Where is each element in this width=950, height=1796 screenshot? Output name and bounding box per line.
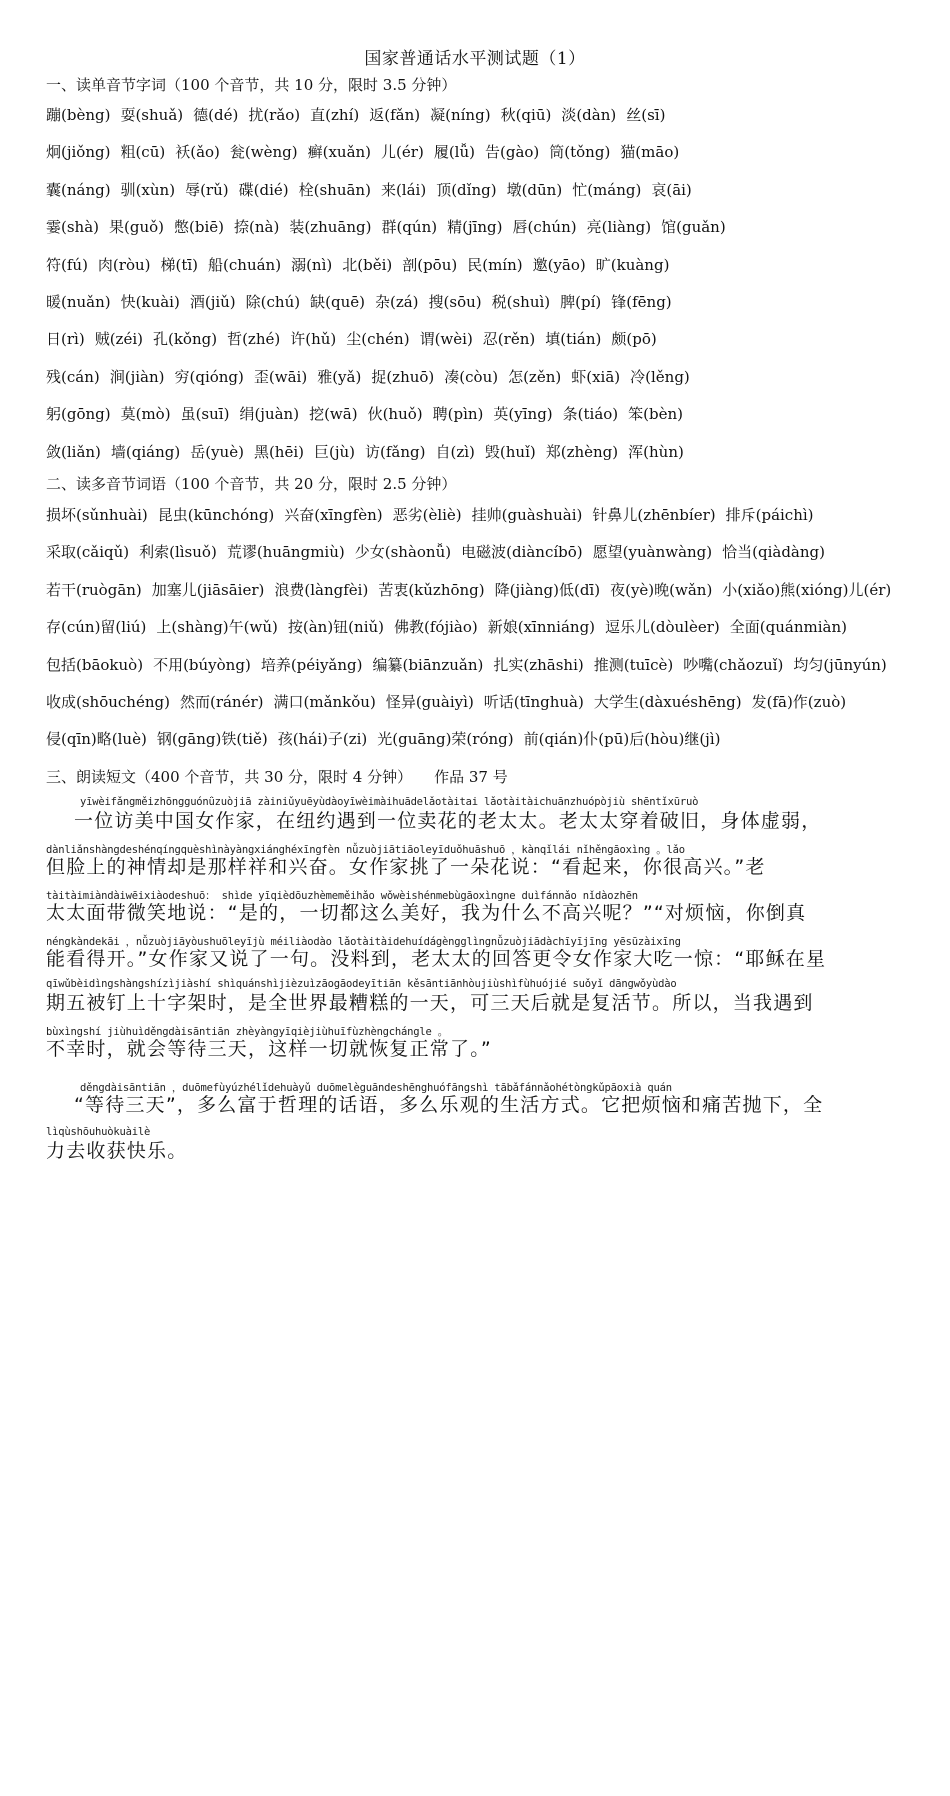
word-item: 驯(xùn) xyxy=(120,180,176,199)
passage-text: 但脸上的神情却是那样祥和兴奋。女作家挑了一朵花说：“看起来，你很高兴。”老 xyxy=(46,856,766,878)
word-row xyxy=(46,691,926,712)
word-item: 符(fú) xyxy=(46,255,88,274)
passage-text: “等待三天”，多么富于哲理的话语，多么乐观的生活方式。它把烦恼和痛苦抛下，全 xyxy=(74,1094,824,1116)
pinyin-annotation: dànliǎnshàngdeshénqíngquèshìnàyàngxiánghéxīngfèn nǚzuòjiātiāoleyīduǒhuāshuō ，kànqǐlái nǐhěngāoxìng 。lǎo xyxy=(46,844,685,856)
section3-heading xyxy=(46,766,508,787)
passage-text: 力去收获快乐。 xyxy=(46,1140,188,1162)
pinyin-annotation: lìqùshōuhuòkuàilè xyxy=(46,1126,151,1138)
pinyin-annotation: tàitàimiàndàiwēixiàodeshuō： shìde yīqièdōuzhèmeměihǎo wǒwèishénmebùgāoxìngne duìfánnǎo nǐdàozhēn xyxy=(46,890,638,902)
word-item: 直(zhí) xyxy=(310,106,360,124)
word-item: 聘(pìn) xyxy=(432,405,484,424)
word-row xyxy=(46,654,926,675)
word-item: 前(qián)仆(pū)后(hòu)继(jì) xyxy=(523,730,721,749)
word-item: 歪(wāi) xyxy=(253,367,308,386)
word-item: 淡(dàn) xyxy=(561,106,617,124)
word-item: 均匀(jūnyún) xyxy=(793,655,887,674)
pinyin-annotation: yīwèifǎngměizhōngguónǚzuòjiā zàiniǔyuēyùdàoyīwèimàihuādelǎotàitai lǎotàitàichuānzhuópòjiù shēntǐxūruò xyxy=(80,796,699,808)
word-item: 恰当(qiàdàng) xyxy=(722,543,825,562)
word-item: 肉(ròu) xyxy=(97,255,151,274)
passage-line xyxy=(46,888,910,928)
passage-text: 期五被钉上十字架时，是全世界最糟糕的一天，可三天后就是复活节。所以，当我遇到 xyxy=(46,992,814,1014)
word-item: 丝(sī) xyxy=(626,106,666,124)
word-item: 捉(zhuō) xyxy=(371,367,435,386)
word-item: 邀(yāo) xyxy=(532,255,586,274)
word-item: 郑(zhèng) xyxy=(545,442,619,461)
word-row xyxy=(46,254,926,275)
word-row xyxy=(46,403,926,424)
pinyin-annotation: děngdàisāntiān ，duōmefùyúzhélǐdehuàyǔ duōmelèguāndeshēnghuófāngshì tābǎfánnǎohétòngkǔpāoxià quán xyxy=(80,1082,672,1094)
word-item: 采取(cǎiqǔ) xyxy=(46,543,130,562)
word-item: 然而(ránér) xyxy=(179,693,264,711)
passage-text: 一位访美中国女作家，在纽约遇到一位卖花的老太太。老太太穿着破旧，身体虚弱， xyxy=(74,810,822,832)
word-item: 昆虫(kūnchóng) xyxy=(157,506,275,524)
word-item: 返(fǎn) xyxy=(369,106,421,124)
word-item: 怎(zěn) xyxy=(508,367,562,386)
word-item: 躬(gōng) xyxy=(46,405,111,424)
passage-line xyxy=(46,796,910,836)
word-item: 夜(yè)晚(wǎn) xyxy=(610,580,713,599)
word-item: 暖(nuǎn) xyxy=(46,293,111,311)
word-item: 哲(zhé) xyxy=(227,330,281,349)
word-item: 若干(ruògān) xyxy=(46,580,142,599)
reading-passage xyxy=(46,796,910,1796)
word-item: 粗(cū) xyxy=(120,143,166,162)
word-item: 利索(lìsuǒ) xyxy=(139,543,217,562)
word-item: 辱(rǔ) xyxy=(185,180,229,199)
word-item: 少女(shàonǚ) xyxy=(354,543,452,562)
word-item: 儿(ér) xyxy=(381,143,424,162)
section1-heading: 一、读单音节字词（100 个音节，共 10 分，限时 3.5 分钟） xyxy=(46,76,457,94)
word-item: 怪异(guàiyì) xyxy=(385,693,474,711)
word-item: 顶(dǐng) xyxy=(436,180,497,199)
word-row xyxy=(46,616,926,637)
word-item: 虽(suī) xyxy=(180,405,230,424)
word-item: 快(kuài) xyxy=(120,293,180,311)
word-item: 杂(zá) xyxy=(374,293,419,311)
passage-line xyxy=(46,978,910,1018)
word-item: 锋(fēng) xyxy=(611,293,672,311)
word-item: 绢(juàn) xyxy=(239,405,300,424)
word-item: 栓(shuān) xyxy=(298,180,371,199)
word-item: 凝(níng) xyxy=(430,106,491,124)
word-item: 耍(shuǎ) xyxy=(120,106,184,124)
word-item: 哀(āi) xyxy=(651,180,692,199)
word-item: 钢(gāng)铁(tiě) xyxy=(156,730,268,749)
word-item: 荒谬(huāngmiù) xyxy=(226,543,345,562)
word-item: 秋(qiū) xyxy=(500,106,552,124)
word-item: 尘(chén) xyxy=(346,330,410,349)
word-item: 扎实(zhāshi) xyxy=(493,655,584,674)
word-item: 侵(qīn)略(luè) xyxy=(46,730,147,749)
word-item: 全面(quánmiàn) xyxy=(729,618,847,637)
word-item: 筒(tǒng) xyxy=(549,143,611,162)
pinyin-annotation: néngkàndekāi ，nǚzuòjiāyòushuōleyījù méiliàodào lǎotàitàidehuídágèngglìngnǚzuòjiādàchīyījīng yēsūzàixīng xyxy=(46,936,681,948)
pinyin-annotation: bùxìngshí jiùhuìděngdàisāntiān zhèyàngyīqièjiùhuīfùzhèngchángle 。 xyxy=(46,1026,449,1038)
word-item: 推测(tuīcè) xyxy=(593,655,674,674)
word-item: 加塞儿(jiāsāier) xyxy=(151,580,265,599)
word-item: 访(fǎng) xyxy=(365,442,426,461)
passage-text: 能看得开。”女作家又说了一句。没料到，老太太的回答更令女作家大吃一惊：“耶稣在星 xyxy=(46,948,827,970)
word-item: 听话(tīnghuà) xyxy=(483,693,584,711)
word-item: 满口(mǎnkǒu) xyxy=(273,693,376,711)
word-item: 虾(xiā) xyxy=(571,367,621,386)
word-item: 培养(péiyǎng) xyxy=(260,655,363,674)
word-item: 收成(shōuchéng) xyxy=(46,693,170,711)
word-item: 唇(chún) xyxy=(512,218,577,237)
word-item: 履(lǚ) xyxy=(433,143,475,162)
word-item: 发(fā)作(zuò) xyxy=(751,693,847,711)
word-item: 精(jīng) xyxy=(447,218,503,237)
word-item: 憋(biē) xyxy=(174,218,224,237)
word-row xyxy=(46,366,926,387)
word-row xyxy=(46,541,926,562)
word-row xyxy=(46,579,926,600)
word-item: 佛教(fójiào) xyxy=(394,618,478,637)
word-item: 瓮(wèng) xyxy=(229,143,298,162)
word-item: 缺(quē) xyxy=(310,293,365,311)
word-item: 捺(nà) xyxy=(234,218,280,237)
word-item: 冷(lěng) xyxy=(630,367,690,386)
word-item: 电磁波(diàncíbō) xyxy=(461,543,583,562)
word-item: 新娘(xīnniáng) xyxy=(487,618,596,637)
word-item: 填(tián) xyxy=(545,330,602,349)
word-item: 囊(náng) xyxy=(46,180,111,199)
word-item: 苦衷(kǔzhōng) xyxy=(378,580,485,599)
section3-heading-text: 三、朗读短文（400 个音节，共 30 分，限时 4 分钟） xyxy=(46,768,413,786)
word-row xyxy=(46,104,926,125)
word-item: 降(jiàng)低(dī) xyxy=(494,580,601,599)
word-item: 霎(shà) xyxy=(46,218,100,237)
word-item: 按(àn)钮(niǔ) xyxy=(287,618,385,637)
word-item: 日(rì) xyxy=(46,330,85,349)
word-item: 忍(rěn) xyxy=(482,330,536,349)
word-item: 残(cán) xyxy=(46,367,100,386)
word-item: 挖(wā) xyxy=(309,405,358,424)
passage-text: 太太面带微笑地说：“是的，一切都这么美好，我为什么不高兴呢？”“对烦恼，你倒真 xyxy=(46,902,807,924)
word-row xyxy=(46,216,926,237)
word-row xyxy=(46,441,926,462)
word-item: 雅(yǎ) xyxy=(317,367,362,386)
passage-line xyxy=(46,1126,910,1166)
word-item: 毁(huǐ) xyxy=(484,442,536,461)
word-item: 兴奋(xīngfèn) xyxy=(284,506,383,524)
word-item: 酒(jiǔ) xyxy=(189,293,236,311)
word-item: 条(tiáo) xyxy=(562,405,619,424)
word-item: 黑(hēi) xyxy=(253,442,304,461)
word-item: 编纂(biānzuǎn) xyxy=(372,655,484,674)
work-label: 作品 37 号 xyxy=(434,768,508,786)
word-item: 馆(guǎn) xyxy=(661,218,726,237)
word-item: 敛(liǎn) xyxy=(46,442,101,461)
pinyin-annotation: qīwǔbèidìngshàngshízìjiàshí shìquánshìjièzuìzāogāodeyītiān kěsāntiānhòujiùshìfùhuójié suǒyǐ dāngwǒyùdào xyxy=(46,978,677,990)
word-item: 船(chuán) xyxy=(208,255,282,274)
word-item: 旷(kuàng) xyxy=(595,255,670,274)
word-row xyxy=(46,291,926,312)
word-item: 光(guāng)荣(róng) xyxy=(377,730,514,749)
word-item: 不用(búyòng) xyxy=(153,655,251,674)
word-item: 谓(wèi) xyxy=(419,330,473,349)
word-item: 剖(pōu) xyxy=(402,255,458,274)
word-row xyxy=(46,328,926,349)
passage-line xyxy=(46,934,910,974)
word-item: 恶劣(èliè) xyxy=(392,506,462,524)
word-item: 炯(jiǒng) xyxy=(46,143,111,162)
word-item: 浑(hùn) xyxy=(628,442,684,461)
word-item: 除(chú) xyxy=(245,293,301,311)
word-item: 愿望(yuànwàng) xyxy=(592,543,713,562)
word-row xyxy=(46,179,926,200)
word-item: 贼(zéi) xyxy=(94,330,143,349)
word-item: 伙(huǒ) xyxy=(367,405,423,424)
word-item: 装(zhuāng) xyxy=(289,218,372,237)
word-item: 大学生(dàxuéshēng) xyxy=(593,693,742,711)
word-item: 逗乐儿(dòulèer) xyxy=(605,618,720,637)
word-item: 猫(māo) xyxy=(620,143,680,162)
word-item: 德(dé) xyxy=(193,106,239,124)
word-item: 岳(yuè) xyxy=(190,442,244,461)
word-item: 北(běi) xyxy=(342,255,393,274)
word-item: 自(zì) xyxy=(435,442,475,461)
word-item: 税(shuì) xyxy=(491,293,551,311)
word-item: 扰(rǎo) xyxy=(248,106,301,124)
word-item: 孩(hái)子(zi) xyxy=(277,730,368,749)
word-item: 损坏(sǔnhuài) xyxy=(46,506,148,524)
word-item: 排斥(páichì) xyxy=(725,506,814,524)
word-item: 来(lái) xyxy=(380,180,427,199)
passage-line xyxy=(46,1024,910,1064)
word-item: 穷(qióng) xyxy=(174,367,244,386)
word-item: 溺(nì) xyxy=(291,255,333,274)
passage-text: 不幸时，就会等待三天，这样一切就恢复正常了。” xyxy=(46,1038,492,1060)
word-row xyxy=(46,504,926,525)
word-item: 存(cún)留(liú) xyxy=(46,618,147,637)
word-item: 英(yīng) xyxy=(493,405,553,424)
word-item: 民(mín) xyxy=(467,255,523,274)
word-item: 浪费(làngfèi) xyxy=(274,580,369,599)
word-item: 涧(jiàn) xyxy=(109,367,165,386)
word-item: 墩(dūn) xyxy=(506,180,563,199)
word-item: 袄(ǎo) xyxy=(175,143,220,162)
word-item: 颇(pō) xyxy=(611,330,657,349)
word-item: 针鼻儿(zhēnbíer) xyxy=(592,506,716,524)
passage-line xyxy=(46,842,910,882)
word-item: 许(hǔ) xyxy=(290,330,337,349)
word-item: 搜(sōu) xyxy=(428,293,482,311)
word-item: 笨(bèn) xyxy=(628,405,684,424)
word-row xyxy=(46,728,926,749)
word-row xyxy=(46,141,926,162)
word-item: 碟(dié) xyxy=(238,180,289,199)
word-item: 脾(pí) xyxy=(560,293,602,311)
word-item: 果(guǒ) xyxy=(109,218,165,237)
word-item: 小(xiǎo)熊(xióng)儿(ér) xyxy=(722,580,892,599)
word-item: 上(shàng)午(wǔ) xyxy=(156,618,278,637)
page-title: 国家普通话水平测试题（1） xyxy=(364,49,586,69)
word-item: 梯(tī) xyxy=(160,255,199,274)
word-item: 巨(jù) xyxy=(313,442,356,461)
word-item: 墙(qiáng) xyxy=(110,442,181,461)
passage-line xyxy=(46,1080,910,1120)
word-item: 群(qún) xyxy=(381,218,438,237)
section2-heading: 二、读多音节词语（100 个音节，共 20 分，限时 2.5 分钟） xyxy=(46,475,457,493)
word-item: 莫(mò) xyxy=(120,405,171,424)
word-item: 孔(kǒng) xyxy=(152,330,218,349)
word-item: 忙(máng) xyxy=(572,180,642,199)
word-item: 亮(liàng) xyxy=(586,218,652,237)
word-item: 癣(xuǎn) xyxy=(307,143,372,162)
word-item: 告(gào) xyxy=(484,143,540,162)
word-item: 凑(còu) xyxy=(444,367,499,386)
word-item: 蹦(bèng) xyxy=(46,106,111,124)
word-item: 挂帅(guàshuài) xyxy=(471,506,583,524)
word-item: 包括(bāokuò) xyxy=(46,655,144,674)
word-item: 吵嘴(chǎozuǐ) xyxy=(683,655,784,674)
